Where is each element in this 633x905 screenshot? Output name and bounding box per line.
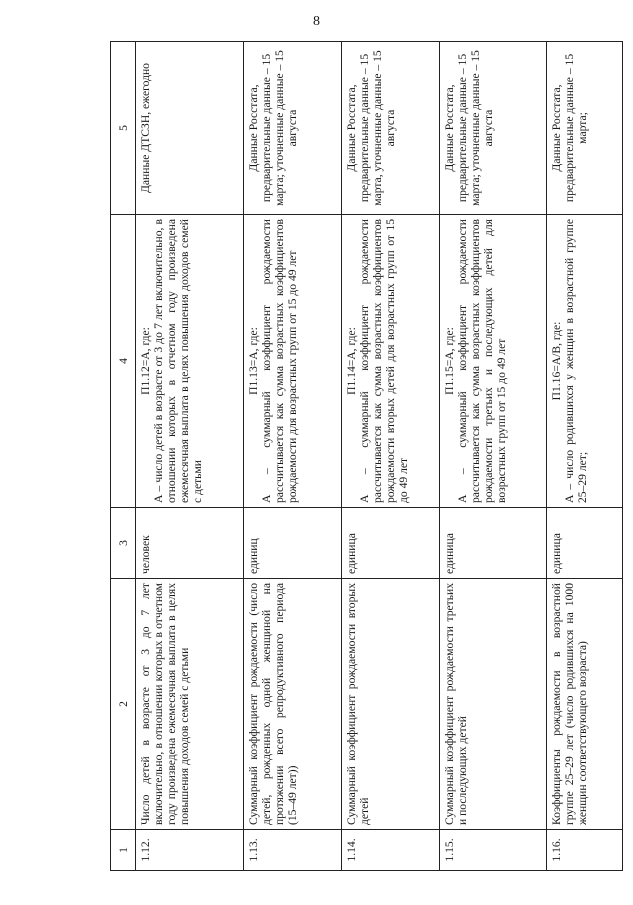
data-source: Данные Росстата, предварительные данные – 15 марта; уточненные данные – 15 августа <box>440 42 547 215</box>
row-number: 1.14. <box>342 830 440 871</box>
table-row <box>244 42 342 871</box>
method-text: А – суммарный коэффициент рождаемости рассчитывается как сумма возрастных коэффициентов рождаемости для возрастных групп от 15 до 49 лет <box>259 219 299 503</box>
calculation-method <box>342 215 440 508</box>
indicator-name: Число детей в возрасте от 3 до 7 лет включительно, в отношении которых в отчетном году произведена ежемесячная выплата в целях повышения доходов семей с детьми <box>136 579 244 830</box>
header-col-4: 4 <box>111 215 136 508</box>
page-number: 8 <box>313 14 320 29</box>
unit: единица <box>547 508 623 579</box>
table-container <box>110 50 623 871</box>
data-source: Данные Росстата, предварительные данные – 15 марта; уточненные данные – 15 августа <box>244 42 342 215</box>
rotated-table <box>110 50 623 871</box>
formula: П1.16=А/В, где: <box>550 321 563 401</box>
indicator-name: Суммарный коэффициент рождаемости вторых детей <box>342 579 440 830</box>
unit: человек <box>136 508 244 579</box>
calculation-method <box>440 215 547 508</box>
formula: П1.12=А, где: <box>139 327 152 395</box>
method-text: А – суммарный коэффициент рождаемости рассчитывается как сумма возрастных коэффициентов рождаемости третьих и последующих детей для возрастных групп от 15 до 49 лет <box>455 219 508 503</box>
calculation-method <box>136 215 244 508</box>
row-number: 1.13. <box>244 830 342 871</box>
indicators-table <box>110 41 623 871</box>
method-text: А – число детей в возрасте от 3 до 7 лет включительно, в отношении которых в отчетном году произведена ежемесячная выплата в целях повышения доходов семей с детьми <box>151 219 204 503</box>
method-text: А – суммарный коэффициент рождаемости рассчитывается как сумма возрастных коэффициентов рождаемости вторых детей для возрастных групп от 15 до 49 лет <box>357 219 410 503</box>
formula: П1.15=А, где: <box>443 327 456 395</box>
indicator-name: Суммарный коэффициент рождаемости третьих и последующих детей <box>440 579 547 830</box>
data-source: Данные Росстата, предварительные данные – 15 марта; <box>547 42 623 215</box>
method-text: А – число родившихся у женщин в возрастной группе 25–29 лет; <box>562 219 589 503</box>
header-col-3: 3 <box>111 508 136 579</box>
table-row <box>440 42 547 871</box>
row-number: 1.15. <box>440 830 547 871</box>
row-number: 1.12. <box>136 830 244 871</box>
row-number: 1.16. <box>547 830 623 871</box>
header-col-1: 1 <box>111 830 136 871</box>
calculation-method <box>547 215 623 508</box>
data-source: Данные Росстата, предварительные данные – 15 марта, уточненные данные – 15 августа <box>342 42 440 215</box>
calculation-method <box>244 215 342 508</box>
unit: единиц <box>244 508 342 579</box>
formula: П1.14=А, где: <box>345 327 358 395</box>
table-row <box>136 42 244 871</box>
header-col-2: 2 <box>111 579 136 830</box>
unit: единица <box>440 508 547 579</box>
unit: единица <box>342 508 440 579</box>
data-source: Данные ДТСЗН, ежегодно <box>136 42 244 215</box>
indicator-name: Суммарный коэффициент рождаемости (число детей, рожденных одной женщиной на протяжении всего репродуктивного периода (15–49 лет)) <box>244 579 342 830</box>
formula: П1.13=А, где: <box>247 327 260 395</box>
table-header-row <box>111 42 136 871</box>
indicator-name: Коэффициенты рождаемости в возрастной группе 25–29 лет (число родившихся на 1000 женщин соответствующего возраста) <box>547 579 623 830</box>
header-col-5: 5 <box>111 42 136 215</box>
table-row <box>547 42 623 871</box>
table-row <box>342 42 440 871</box>
